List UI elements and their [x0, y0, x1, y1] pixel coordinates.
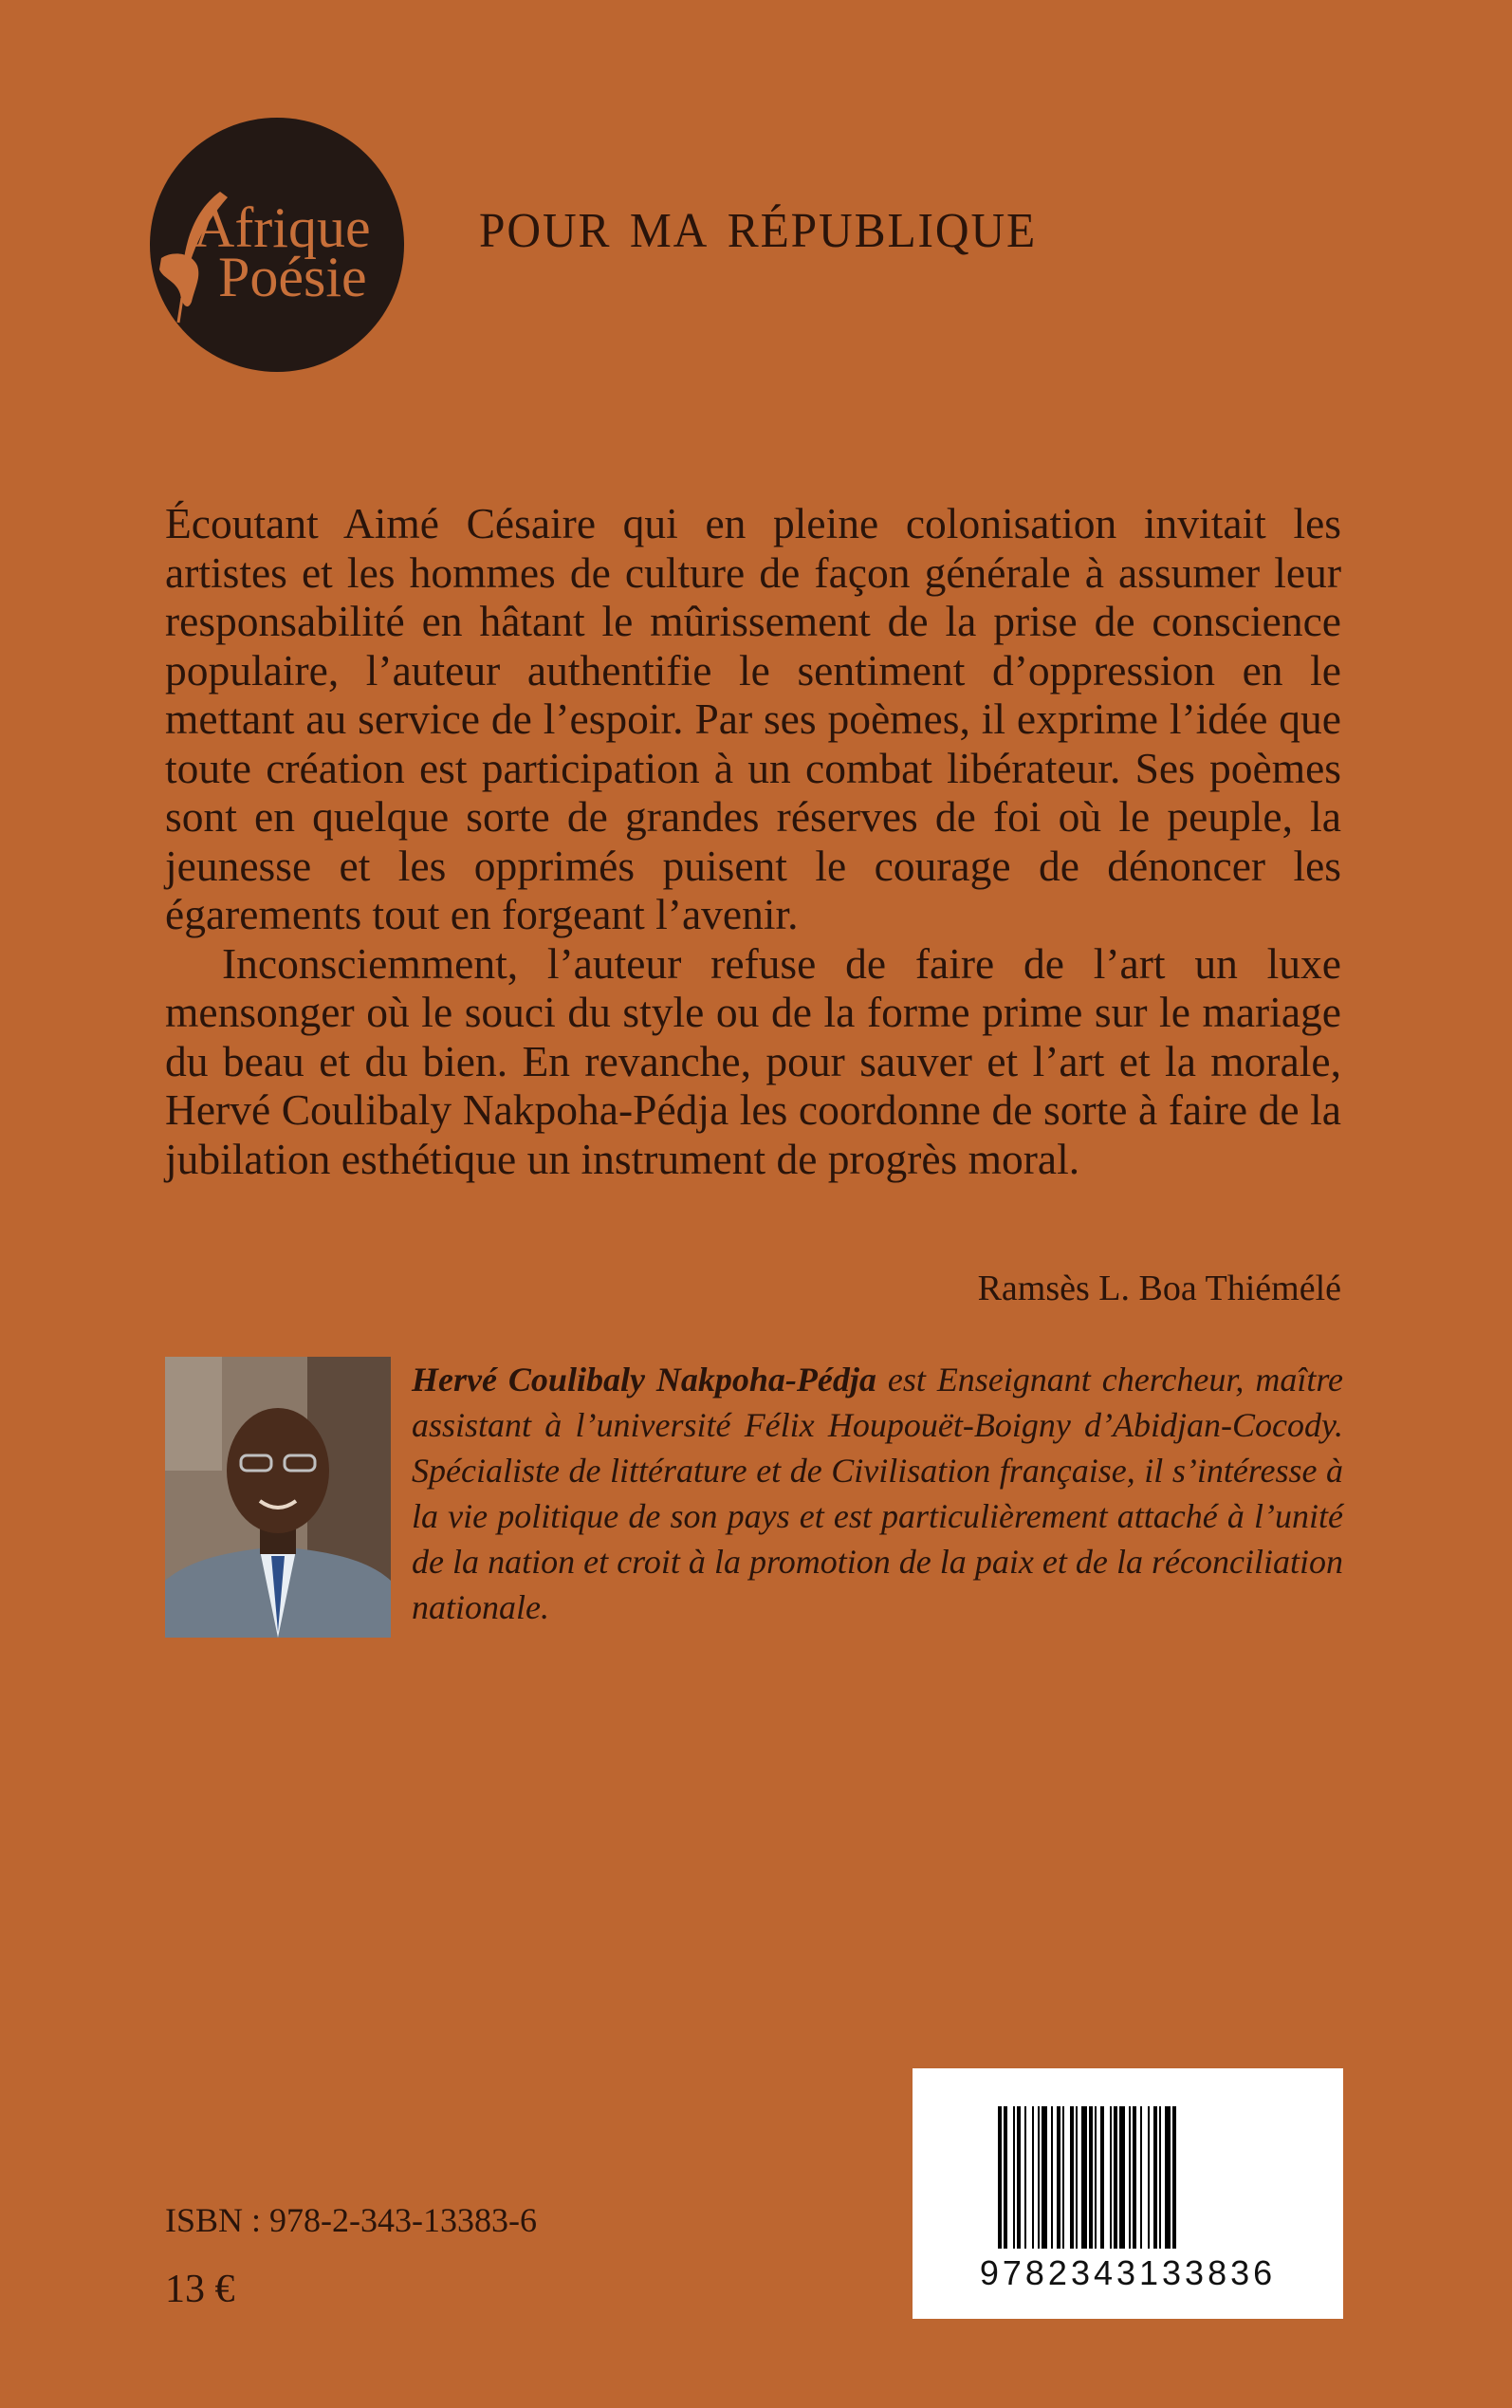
barcode-bar	[1114, 2106, 1117, 2249]
barcode-bar	[1017, 2106, 1021, 2249]
barcode-bar	[998, 2106, 1002, 2249]
author-portrait-image	[165, 1357, 391, 1638]
author-name: Hervé Coulibaly Nakpoha-Pédja	[412, 1361, 876, 1398]
author-photo	[165, 1357, 391, 1638]
barcode-bar	[1032, 2106, 1034, 2249]
summary-signature: Ramsès L. Boa Thiémélé	[977, 1269, 1341, 1308]
isbn: ISBN : 978-2-343-13383-6	[165, 2201, 537, 2239]
price: 13 €	[165, 2268, 235, 2311]
barcode-bar	[1172, 2106, 1176, 2249]
logo-word-afrique: Afrique	[194, 196, 371, 259]
author-bio	[412, 1357, 1343, 1630]
barcode-bar	[1129, 2106, 1131, 2249]
barcode-bar	[1076, 2106, 1078, 2249]
barcode-number: 9782343133836	[979, 2253, 1277, 2292]
barcode-bar	[1057, 2106, 1060, 2249]
barcode-bar	[1004, 2106, 1007, 2249]
barcode-bar	[1148, 2106, 1150, 2249]
logo-word-poesie: Poésie	[218, 246, 367, 308]
barcode-bar	[1140, 2106, 1142, 2249]
barcode-bar	[1165, 2106, 1171, 2249]
summary-text	[165, 499, 1341, 1183]
barcode-bar	[1133, 2106, 1136, 2249]
author-bio-text: est Enseignant chercheur, maître assistant à l’université Félix Houpouët-Boigny d’Abidjan-Cocody. Spécialiste de littérature et de Civilisation française, il s’intéresse à la vie politique de son pays et est particulièrement attaché à l’unité de la nation et croit à la promotion de la paix et de la réconciliation nationale.	[412, 1361, 1343, 1626]
barcode-bar	[1038, 2106, 1040, 2249]
barcode-bar	[1024, 2106, 1026, 2249]
summary-paragraph: Inconsciemment, l’auteur refuse de faire de l’art un luxe mensonger où le souci du style ou de la forme prime sur le mariage du beau et du bien. En revanche, pour sauver et l’art et la morale, Hervé Coulibaly Nakpoha-Pédja les coordonne de sorte à faire de la jubilation esthétique un instrument de progrès moral.	[165, 938, 1341, 1183]
barcode-bars	[998, 2106, 1258, 2249]
barcode-bar	[1070, 2106, 1074, 2249]
barcode-bar	[1089, 2106, 1093, 2249]
barcode-bar	[1100, 2106, 1104, 2249]
summary-paragraph: Écoutant Aimé Césaire qui en pleine colonisation invitait les artistes et les hommes de culture de façon générale à assumer leur responsabilité en hâtant le mûrissement de la prise de conscience populaire, l’auteur authentifie le sentiment d’oppression en le mettant au service de l’espoir. Par ses poèmes, il exprime l’idée que toute création est participation à un combat libérateur. Ses poèmes sont en quelque sorte de grandes réserves de foi où le peuple, la jeunesse et les opprimés puisent le courage de dénoncer les égarements tout en forgeant l’avenir.	[165, 499, 1341, 938]
barcode-bar	[1081, 2106, 1087, 2249]
barcode-bar	[1110, 2106, 1112, 2249]
barcode-bar	[1062, 2106, 1064, 2249]
barcode-bar	[1042, 2106, 1047, 2249]
barcode-bar	[1159, 2106, 1161, 2249]
barcode-bar	[1051, 2106, 1053, 2249]
barcode	[913, 2068, 1343, 2319]
publisher-logo	[150, 118, 404, 372]
barcode-bar	[1119, 2106, 1125, 2249]
book-title: pour ma république	[479, 185, 1038, 263]
barcode-bar	[1013, 2106, 1015, 2249]
barcode-bar	[1153, 2106, 1157, 2249]
barcode-bar	[1095, 2106, 1097, 2249]
